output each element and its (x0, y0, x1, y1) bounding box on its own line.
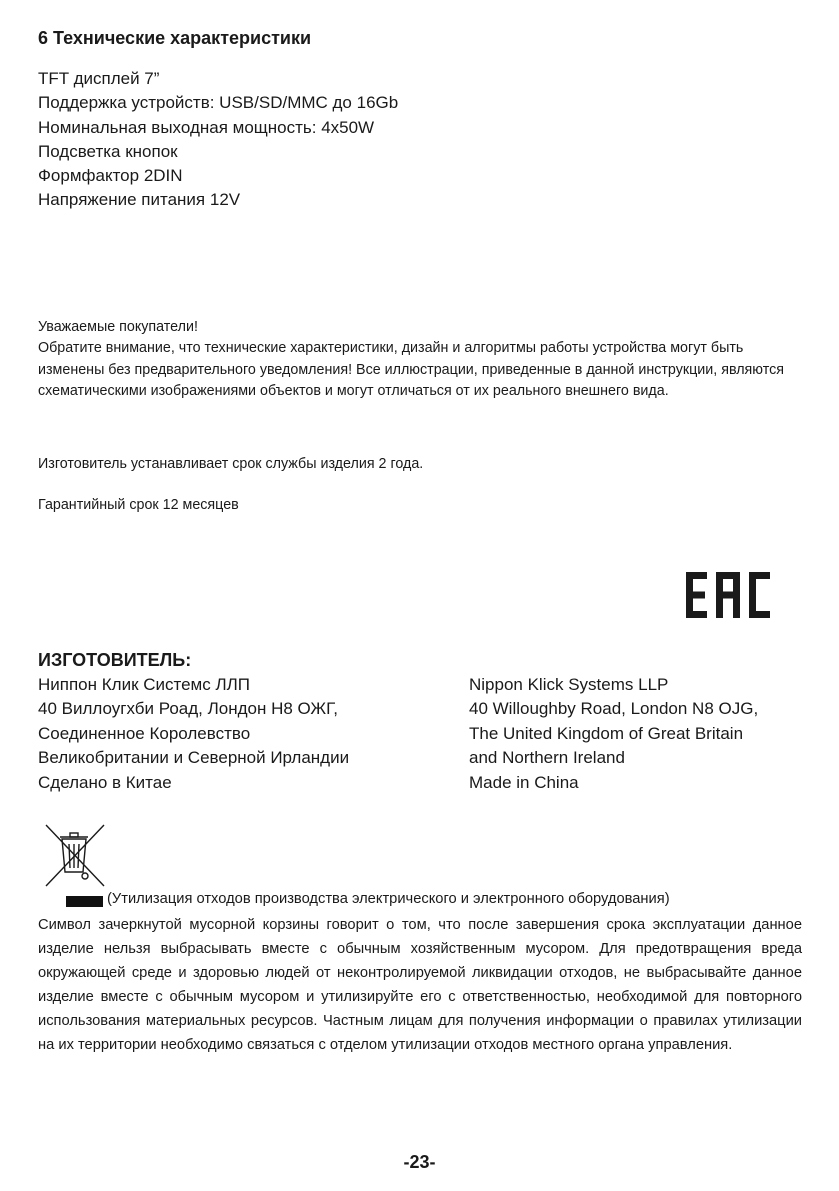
address-line: and Northern Ireland (469, 748, 625, 768)
address-line: The United Kingdom of Great Britain (469, 723, 744, 743)
spec-item: Номинальная выходная мощность: 4x50W (38, 117, 375, 137)
crossed-out-wheelie-bin-icon (38, 820, 114, 890)
eac-mark-icon (686, 572, 770, 618)
weee-underline-bar (66, 896, 103, 907)
notice-greeting: Уважаемые покупатели! (38, 319, 198, 335)
address-line: Великобритании и Северной Ирландии (38, 748, 350, 768)
disposal-heading: (Утилизация отходов производства электрического и электронного оборудования) (107, 891, 670, 907)
disposal-text: Символ зачеркнутой мусорной корзины говорит о том, что после завершения срока эксплуатации данное изделие нельзя выбрасывать вместе с обычным хозяйственным мусором. Для предотвращения вреда окружающей среде и здоровью людей от неконтролируемой ликвидации отходов, не выбрасывайте данное изделие вместе с обычным мусором и утилизируйте его с ответственностью, необходимой для повторного использования материальных ресурсов. Частным лицам для получения информации о правилах утилизации на их территории необходимо связаться с отделом утилизации отходов местного органа управления. (38, 917, 802, 1053)
spec-item: Формфактор 2DIN (38, 166, 183, 186)
spec-list (38, 67, 398, 213)
address-line: 40 Willoughby Road, London N8 OJG, (469, 699, 759, 719)
customer-notice (38, 317, 808, 402)
service-life-text: Изготовитель устанавливает срок службы изделия 2 года. (38, 456, 424, 472)
address-line: Nippon Klick Systems LLP (469, 675, 669, 694)
spec-item: Напряжение питания 12V (38, 190, 241, 210)
manufacturer-heading: ИЗГОТОВИТЕЛЬ: (38, 650, 192, 670)
notice-body: Обратите внимание, что технические характеристики, дизайн и алгоритмы работы устройства могут быть изменены без предварительного уведомления! Все иллюстрации, приведенные в данной инструкции, являются схематическими изображениями объектов и могут отличаться от их реального внешнего вида. (38, 340, 784, 399)
address-line: Сделано в Китае (38, 772, 172, 792)
warranty-text: Гарантийный срок 12 месяцев (38, 497, 239, 513)
address-line: 40 Виллоугхби Роад, Лондон Н8 ОЖГ, (38, 699, 338, 719)
address-line: Ниппон Клик Системс ЛЛП (38, 675, 250, 694)
address-line: Соединенное Королевство (38, 723, 251, 743)
spec-item: Поддержка устройств: USB/SD/MMC до 16Gb (38, 93, 399, 113)
manufacturer-address-ru (38, 673, 349, 795)
manufacturer-address-en (469, 673, 758, 795)
spec-item: TFT дисплей 7” (38, 69, 160, 88)
spec-item: Подсветка кнопок (38, 141, 178, 161)
page-number: -23- (403, 1152, 436, 1172)
address-line: Made in China (469, 772, 579, 792)
section-title: 6 Технические характеристики (38, 28, 312, 48)
